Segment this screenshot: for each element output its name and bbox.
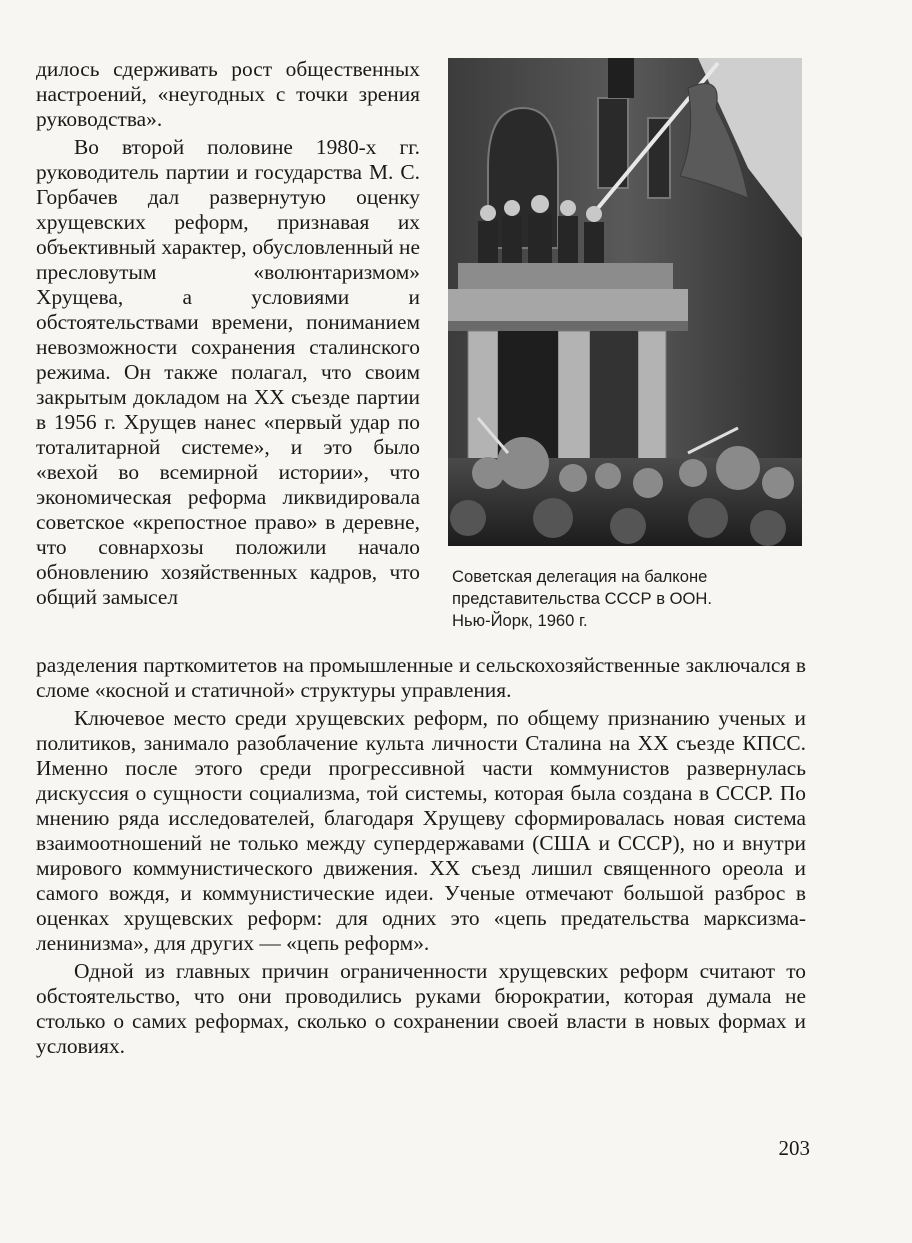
page-number: 203: [778, 1136, 810, 1160]
full-width-text: [36, 653, 806, 1059]
caption-line-2: представительства СССР в ООН.: [452, 589, 713, 608]
caption-line-3: Нью-Йорк, 1960 г.: [452, 611, 588, 630]
paragraph-gorbachev: Во второй половине 1980-х гг. руководитель партии и государства М. С. Горбачев дал развернутую оценку хрущевских реформ, признавая их объективный характер, обусловленный не пресловутым «волюнтаризмом» Хрущева, а условиями и обстоятельствами времени, пониманием невозможности сохранения сталинского режима. Он также полагал, что своим закрытым докладом на XX съезде партии в 1956 г. Хрущев нанес «первый удар по тоталитарной системе», и это было «вехой во всемирной истории», что экономическая реформа ликвидировала советское «крепостное право» в деревне, что совнархозы положили начало обновлению хозяйственных кадров, что общий замысел: [36, 135, 420, 609]
paragraph-cult-of-personality: Ключевое место среди хрущевских реформ, по общему признанию ученых и политиков, занимало разоблачение культа личности Сталина на XX съезде КПСС. Именно после этого среди прогрессивной части коммунистов развернулась дискуссия о сущности социализма, той системы, которая была создана в СССР. По мнению ряда исследователей, благодаря Хрущеву сформировалась новая система взаимоотношений не только между супердержавами (США и СССР), но и внутри мирового коммунистического движения. XX съезд лишил священного ореола и самого вождя, и коммунистические идеи. Ученые отмечают большой разброс в оценках хрущевских реформ: для одних это «цепь предательства марксизма-ленинизма», для других — «цепь реформ».: [36, 706, 806, 955]
paragraph-continuation: дилось сдерживать рост общественных настроений, «неугодных с точки зрения руководства».: [36, 57, 420, 131]
caption-line-1: Советская делегация на балконе: [452, 567, 708, 586]
column-text: [36, 57, 420, 610]
paragraph-bureaucracy: Одной из главных причин ограниченности хрущевских реформ считают то обстоятельство, что они проводились руками бюрократии, которая думала не столько о самих реформах, сколько о сохранении своей власти в новых формах и условиях.: [36, 959, 806, 1058]
paragraph-continuation-2: разделения парткомитетов на промышленные и сельскохозяйственные заключался в сломе «косной и статичной» структуры управления.: [36, 653, 806, 702]
photo-delegation-balcony: [448, 58, 802, 546]
photo-caption: [452, 566, 792, 632]
